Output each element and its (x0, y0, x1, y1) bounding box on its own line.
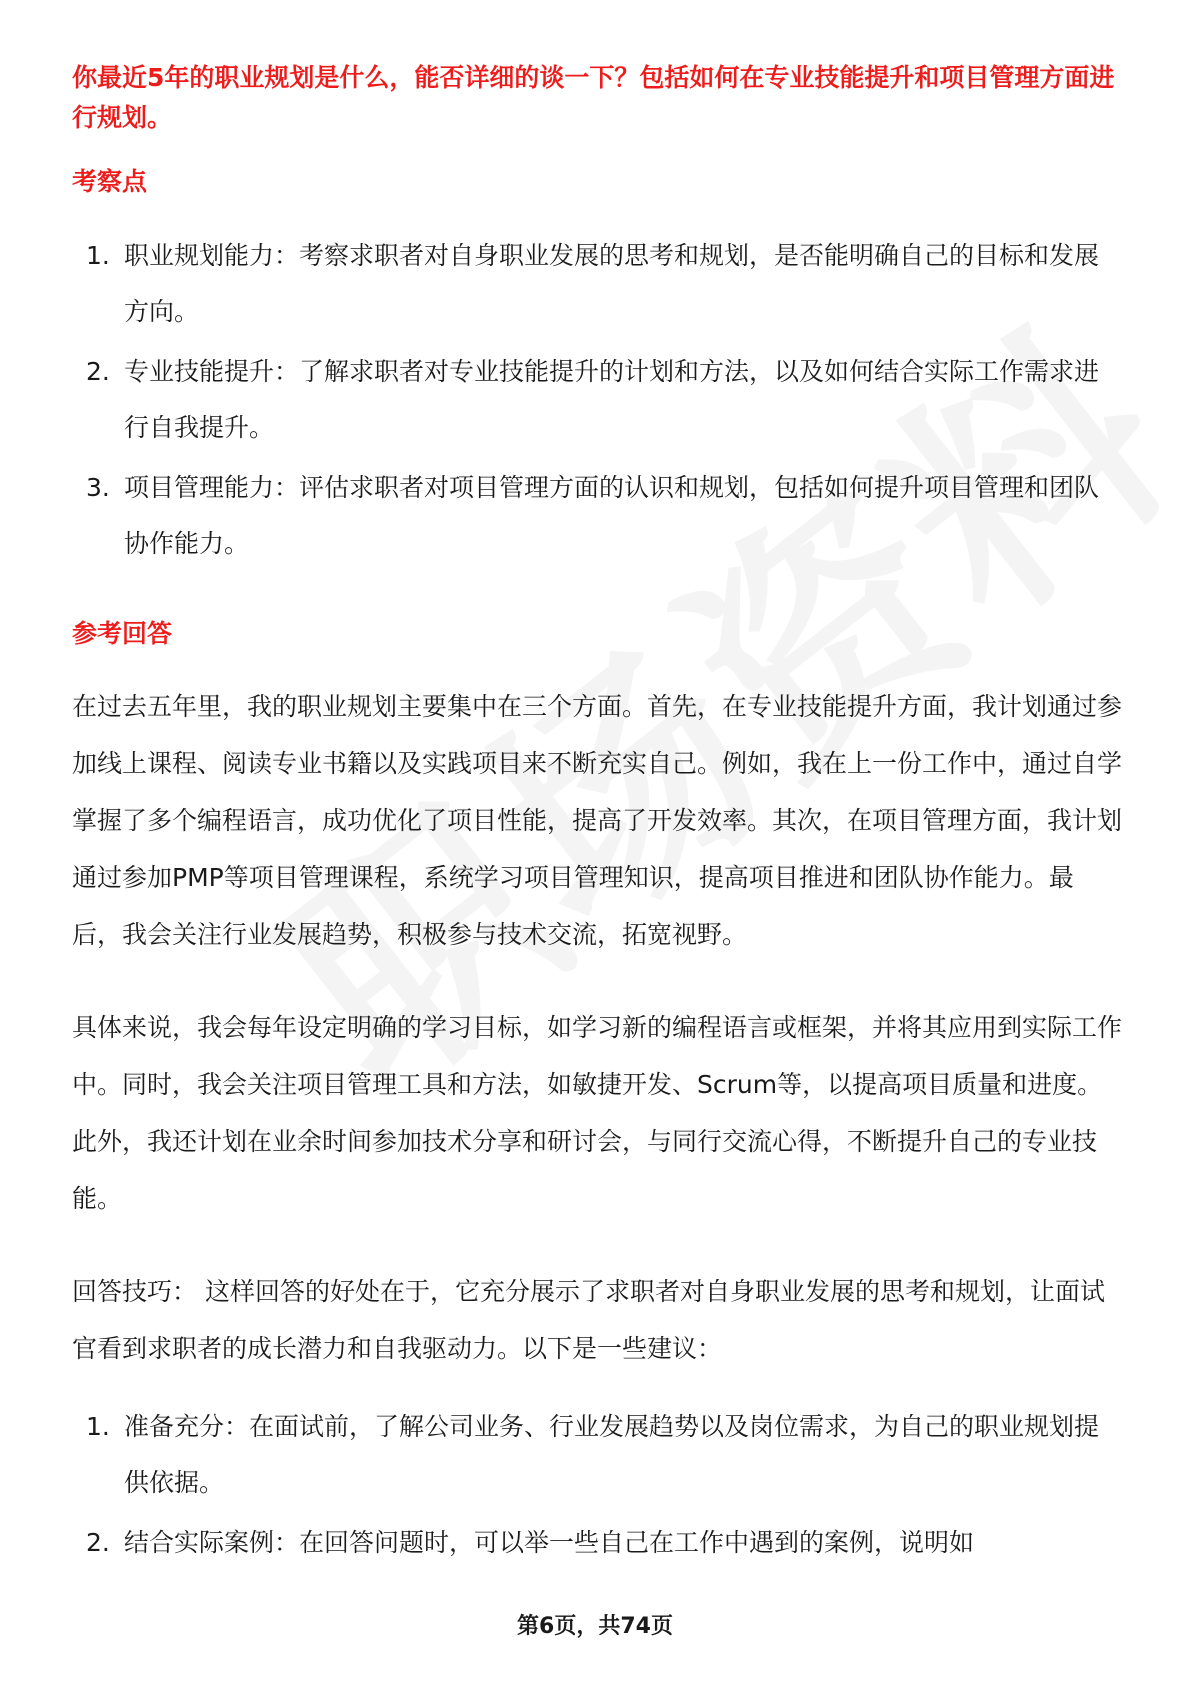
list-item-number: 1. (86, 1412, 110, 1441)
answer-tips-list (72, 1399, 1122, 1571)
list-item (72, 1515, 1122, 1571)
list-item (72, 228, 1122, 340)
list-item-number: 1. (86, 241, 110, 270)
list-item (72, 344, 1122, 456)
list-item-text: 结合实际案例：在回答问题时，可以举一些自己在工作中遇到的案例，说明如 (124, 1528, 975, 1557)
reference-answer-heading: 参考回答 (72, 619, 173, 648)
document-content (72, 58, 1122, 1575)
page-indicator: 第6页，共74页 (517, 1614, 673, 1639)
list-item-number: 2. (86, 357, 110, 386)
list-item-text: 准备充分：在面试前，了解公司业务、行业发展趋势以及岗位需求，为自己的职业规划提供依据。 (124, 1412, 1100, 1497)
exam-points-list (72, 228, 1122, 572)
list-item-number: 3. (86, 473, 110, 502)
list-item (72, 1399, 1122, 1511)
answer-paragraph: 在过去五年里，我的职业规划主要集中在三个方面。首先，在专业技能提升方面，我计划通过参加线上课程、阅读专业书籍以及实践项目来不断充实自己。例如，我在上一份工作中，通过自学掌握了多个编程语言，成功优化了项目性能，提高了开发效率。其次，在项目管理方面，我计划通过参加PMP等项目管理课程，系统学习项目管理知识，提高项目推进和团队协作能力。最后，我会关注行业发展趋势，积极参与技术交流，拓宽视野。 (72, 692, 1123, 949)
answer-paragraph: 具体来说，我会每年设定明确的学习目标，如学习新的编程语言或框架，并将其应用到实际工作中。同时，我会关注项目管理工具和方法，如敏捷开发、Scrum等，以提高项目质量和进度。此外，我还计划在业余时间参加技术分享和研讨会，与同行交流心得，不断提升自己的专业技能。 (72, 1013, 1123, 1213)
list-item-text: 专业技能提升：了解求职者对专业技能提升的计划和方法，以及如何结合实际工作需求进行自我提升。 (124, 357, 1100, 442)
list-item-number: 2. (86, 1528, 110, 1557)
exam-points-heading: 考察点 (72, 167, 148, 196)
interview-question: 你最近5年的职业规划是什么，能否详细的谈一下？包括如何在专业技能提升和项目管理方面进行规划。 (72, 63, 1115, 132)
list-item (72, 460, 1122, 572)
list-item-text: 职业规划能力：考察求职者对自身职业发展的思考和规划，是否能明确自己的目标和发展方向。 (124, 241, 1100, 326)
answer-tips-intro: 回答技巧： 这样回答的好处在于，它充分展示了求职者对自身职业发展的思考和规划，让面试官看到求职者的成长潜力和自我驱动力。以下是一些建议： (72, 1277, 1105, 1363)
list-item-text: 项目管理能力：评估求职者对项目管理方面的认识和规划，包括如何提升项目管理和团队协作能力。 (124, 473, 1100, 558)
